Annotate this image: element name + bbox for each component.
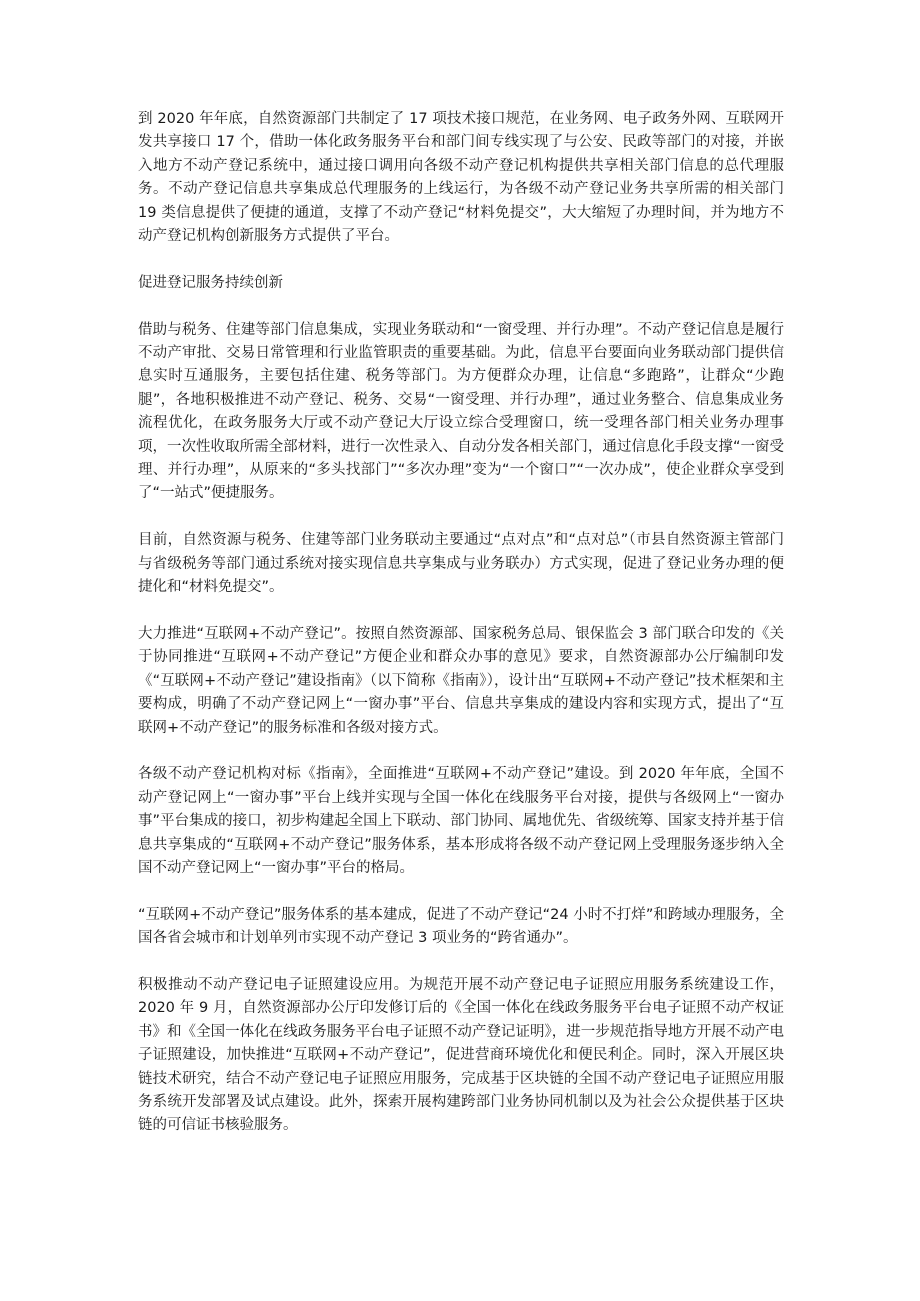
paragraph-service-system: “互联网+不动产登记”服务体系的基本建成，促进了不动产登记“24 小时不打烊”和跨域办理服务，全国各省会城市和计划单列市实现不动产登记 3 项业务的“跨省通办”。 xyxy=(138,906,784,947)
document-body xyxy=(138,108,784,1161)
paragraph-interface-sharing: 到 2020 年年底，自然资源部门共制定了 17 项技术接口规范，在业务网、电子政务外网、互联网开发共享接口 17 个，借助一体化政务服务平台和部门间专线实现了与公安、民政等部门的对接，并嵌入地方不动产登记系统中，通过接口调用向各级不动产登记机构提供共享相关部门信息的总代理服务。不动产登记信息共享集成总代理服务的上线运行，为各级不动产登记业务共享所需的相关部门 19 类信息提供了便捷的通道，支撑了不动产登记“材料免提交”，大大缩短了办理时间，并为地方不动产登记机构创新服务方式提供了平台。 xyxy=(138,111,784,245)
section-heading: 促进登记服务持续创新 xyxy=(138,274,283,291)
paragraph-current-status: 目前，自然资源与税务、住建等部门业务联动主要通过“点对点”和“点对总”（市县自然资源主管部门与省级税务等部门通过系统对接实现信息共享集成与业务联办）方式实现，促进了登记业务办理的便捷化和“材料免提交”。 xyxy=(138,532,784,596)
paragraph-guide-implementation: 各级不动产登记机构对标《指南》，全面推进“互联网+不动产登记”建设。到 2020 年年底，全国不动产登记网上“一窗办事”平台上线并实现与全国一体化在线服务平台对接，提供与各级网上“一窗办事”平台集成的接口，初步构建起全国上下联动、部门协同、属地优先、省级统筹、国家支持并基于信息共享集成的“互联网+不动产登记”服务体系，基本形成将各级不动产登记网上受理服务逐步纳入全国不动产登记网上“一窗办事”平台的格局。 xyxy=(138,766,784,876)
paragraph-business-linkage: 借助与税务、住建等部门信息集成，实现业务联动和“一窗受理、并行办理”。不动产登记信息是履行不动产审批、交易日常管理和行业监管职责的重要基础。为此，信息平台要面向业务联动部门提供信息实时互通服务，主要包括住建、税务等部门。为方便群众办理，让信息“多跑路”，让群众“少跑腿”，各地积极推进不动产登记、税务、交易“一窗受理、并行办理”，通过业务整合、信息集成业务流程优化，在政务服务大厅或不动产登记大厅设立综合受理窗口，统一受理各部门相关业务办理事项，一次性收取所需全部材料，进行一次性录入、自动分发各相关部门，通过信息化手段支撑“一窗受理、并行办理”，从原来的“多头找部门”“多次办理”变为“一个窗口”“一次办成”，使企业群众享受到了“一站式”便捷服务。 xyxy=(138,321,784,502)
paragraph-electronic-certificate: 积极推动不动产登记电子证照建设应用。为规范开展不动产登记电子证照应用服务系统建设工作，2020 年 9 月，自然资源部办公厅印发修订后的《全国一体化在线政务服务平台电子证照不动产权证书》和《全国一体化在线政务服务平台电子证照不动产登记证明》，进一步规范指导地方开展不动产电子证照建设，加快推进“互联网+不动产登记”，促进营商环境优化和便民利企。同时，深入开展区块链技术研究，结合不动产登记电子证照应用服务，完成基于区块链的全国不动产登记电子证照应用服务系统开发部署及试点建设。此外，探索开展构建跨部门业务协同机制以及为社会公众提供基于区块链的可信证书核验服务。 xyxy=(138,976,784,1134)
paragraph-internet-registration: 大力推进“互联网+不动产登记”。按照自然资源部、国家税务总局、银保监会 3 部门联合印发的《关于协同推进“互联网+不动产登记”方便企业和群众办事的意见》要求，自然资源部办公厅编制印发《“互联网+不动产登记”建设指南》（以下简称《指南》），设计出“互联网+不动产登记”技术框架和主要构成，明确了不动产登记网上“一窗办事”平台、信息共享集成的建设内容和实现方式，提出了“互联网+不动产登记”的服务标准和各级对接方式。 xyxy=(138,625,784,736)
